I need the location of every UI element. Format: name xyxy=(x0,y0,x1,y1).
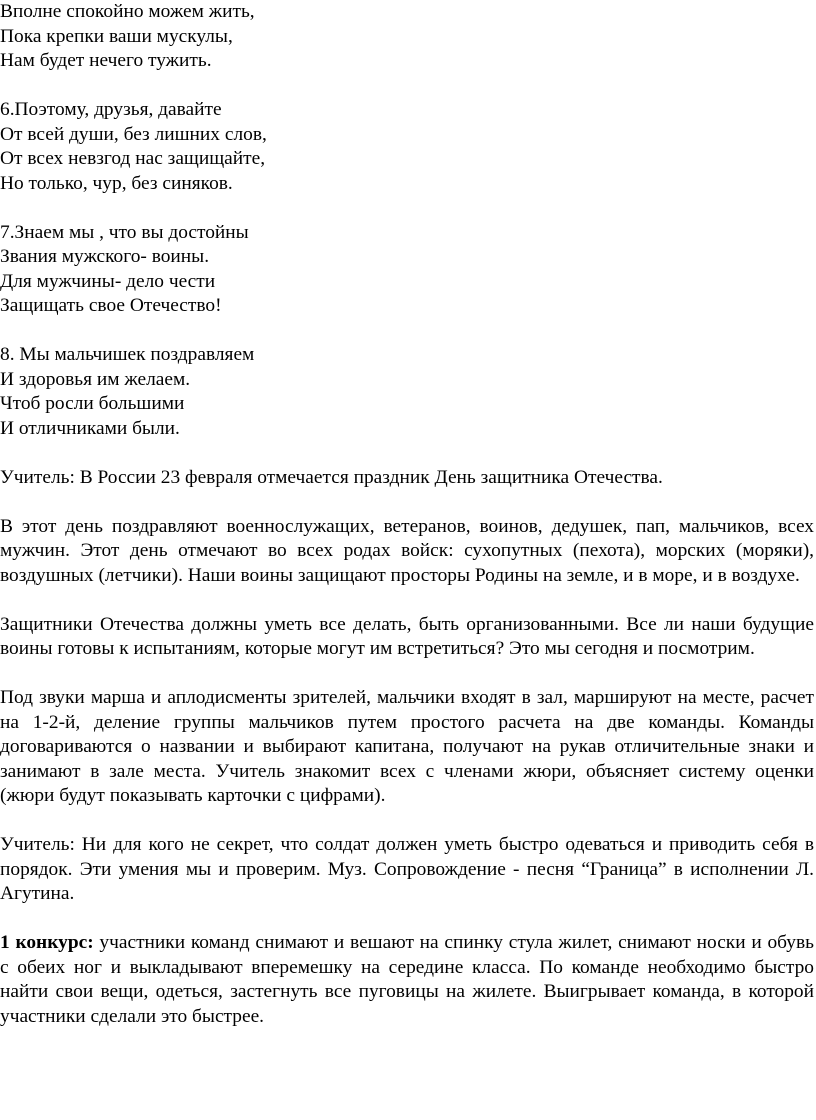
poem-line: 6.Поэтому, друзья, давайте xyxy=(0,99,222,120)
teacher-dressing-paragraph: Учитель: Ни для кого не секрет, что солдат должен уметь быстро одеваться и приводить себя в порядок. Эти умения мы и проверим. Муз. Сопровождение - песня “Граница” в исполнении Л. Агутина. xyxy=(0,834,814,904)
contest-1-label: 1 конкурс: xyxy=(0,932,94,953)
holiday-description-paragraph: В этот день поздравляют военнослужащих, ветеранов, воинов, дедушек, пап, мальчиков, всех мужчин. Этот день отмечают во всех родах войск: сухопутных (пехота), морских (моряки), воздушных (летчики). Наши воины защищают просторы Родины на земле, и в море, и в воздухе. xyxy=(0,515,814,586)
poem-line: Вполне спокойно можем жить, xyxy=(0,1,255,22)
poem-line: И отличниками были. xyxy=(0,417,180,439)
poem-line: Пока крепки ваши мускулы, xyxy=(0,25,233,47)
poem-line: Но только, чур, без синяков. xyxy=(0,172,233,194)
defenders-paragraph: Защитники Отечества должны уметь все делать, быть организованными. Все ли наши будущие воины готовы к испытаниям, которые могут им встретиться? Это мы сегодня и посмотрим. xyxy=(0,613,814,659)
poem-line: Звания мужского- воины. xyxy=(0,246,210,267)
poem-stanza-5 xyxy=(0,0,814,74)
poem-line: Нам будет нечего тужить. xyxy=(0,50,212,71)
poem-line: Для мужчины- дело чести xyxy=(0,270,216,292)
poem-line: От всех невзгод нас защищайте, xyxy=(0,148,266,169)
poem-line: 8. Мы мальчишек поздравляем xyxy=(0,344,255,365)
poem-stanza-8 xyxy=(0,343,814,441)
poem-stanza-6 xyxy=(0,98,814,196)
contest-1-paragraph xyxy=(0,931,814,1029)
poem-line: Чтоб росли большими xyxy=(0,393,185,414)
poem-line: И здоровья им желаем. xyxy=(0,368,191,390)
poem-line: 7.Знаем мы , что вы достойны xyxy=(0,221,249,243)
poem-stanza-7 xyxy=(0,221,814,319)
march-entrance-paragraph: Под звуки марша и аплодисменты зрителей, мальчики входят в зал, маршируют на месте, расчет на 1-2-й, деление группы мальчиков путем простого расчета на две команды. Команды договариваются о названии и выбирают капитана, получают на рукав отличительные знаки и занимают в зале места. Учитель знакомит всех с членами жюри, объясняет систему оценки (жюри будут показывать карточки с цифрами). xyxy=(0,687,814,806)
poem-line: Защищать свое Отечество! xyxy=(0,295,222,316)
teacher-intro-paragraph: Учитель: В России 23 февраля отмечается праздник День защитника Отечества. xyxy=(0,466,663,488)
poem-line: От всей души, без лишних слов, xyxy=(0,123,267,145)
contest-1-text: участники команд снимают и вешают на спинку стула жилет, снимают носки и обувь с обеих ног и выкладывают вперемешку на середине класса. По команде необходимо быстро найти свои вещи, одеться, застегнуть все пуговицы на жилете. Выигрывает команда, в которой участники сделали это быстрее. xyxy=(0,932,814,1027)
